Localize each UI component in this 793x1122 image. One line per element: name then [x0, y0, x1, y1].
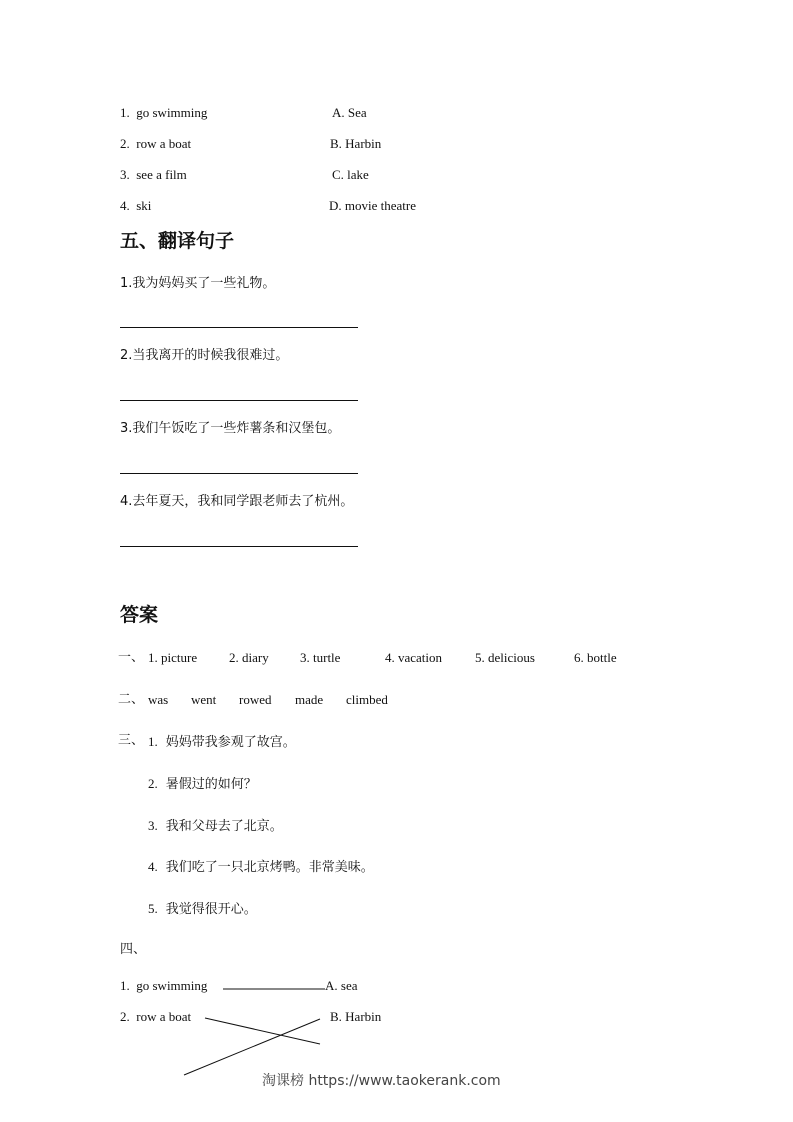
item-number: 2.	[120, 136, 130, 151]
part2-answer-2: went	[191, 692, 217, 707]
match-line-2	[205, 1018, 320, 1044]
translate-sentence-3: 3.我们午饭吃了一些炸薯条和汉堡包。	[120, 421, 341, 436]
match-option-a: A. Sea	[332, 105, 367, 120]
part2-answer-1: was	[148, 692, 169, 707]
match-option-b: B. Harbin	[330, 136, 382, 151]
item-number: 2.	[120, 1009, 130, 1024]
item-number: 4.	[120, 198, 130, 213]
item-text: see a film	[136, 167, 187, 182]
part2-label: 二、	[118, 692, 145, 707]
item-text: row a boat	[136, 136, 192, 151]
footer-watermark: 淘课榜 https://www.taokerank.com	[262, 1073, 501, 1089]
translate-sentence-1: 1.我为妈妈买了一些礼物。	[120, 276, 276, 291]
part2-answer-4: made	[295, 692, 324, 707]
item-number: 5.	[148, 901, 158, 916]
item-number: 4.	[148, 859, 158, 874]
item-text: ski	[136, 198, 152, 213]
item-text: 我和父母去了北京。	[165, 819, 283, 834]
part4-option-b: B. Harbin	[330, 1009, 382, 1024]
item-number: 3.	[148, 818, 158, 833]
part1-answer-6: 6. bottle	[574, 650, 617, 665]
part1-answer-1: 1. picture	[148, 650, 198, 665]
part4-label: 四、	[120, 942, 147, 957]
part1-answer-3: 3. turtle	[300, 650, 341, 665]
translate-sentence-4: 4.去年夏天，我和同学跟老师去了杭州。	[120, 494, 354, 509]
item-number: 1.	[148, 734, 158, 749]
part2-answer-3: rowed	[239, 692, 272, 707]
part4-option-a: A. sea	[325, 978, 358, 993]
match-option-c: C. lake	[332, 167, 369, 182]
part1-answer-2: 2. diary	[229, 650, 269, 665]
answers-title: 答案	[120, 604, 159, 626]
match-option-d: D. movie theatre	[329, 198, 416, 213]
item-text: 妈妈带我参观了故宫。	[165, 735, 296, 750]
item-text: 暑假过的如何？	[165, 777, 257, 792]
item-text: 我觉得很开心。	[165, 902, 257, 917]
item-text: go swimming	[136, 978, 208, 993]
item-number: 3.	[120, 167, 130, 182]
item-number: 2.	[148, 776, 158, 791]
section5-title: 五、翻译句子	[120, 230, 235, 252]
item-text: row a boat	[136, 1009, 192, 1024]
part2-answer-5: climbed	[346, 692, 388, 707]
translate-sentence-2: 2.当我离开的时候我很难过。	[120, 348, 289, 363]
part1-answer-5: 5. delicious	[475, 650, 535, 665]
part1-answer-4: 4. vacation	[385, 650, 443, 665]
item-number: 1.	[120, 105, 130, 120]
part1-label: 一、	[118, 650, 145, 665]
part3-label: 三、	[118, 733, 145, 748]
item-number: 1.	[120, 978, 130, 993]
item-text: go swimming	[136, 105, 208, 120]
item-text: 我们吃了一只北京烤鸭。非常美味。	[165, 860, 374, 875]
match-line-3	[184, 1019, 320, 1075]
